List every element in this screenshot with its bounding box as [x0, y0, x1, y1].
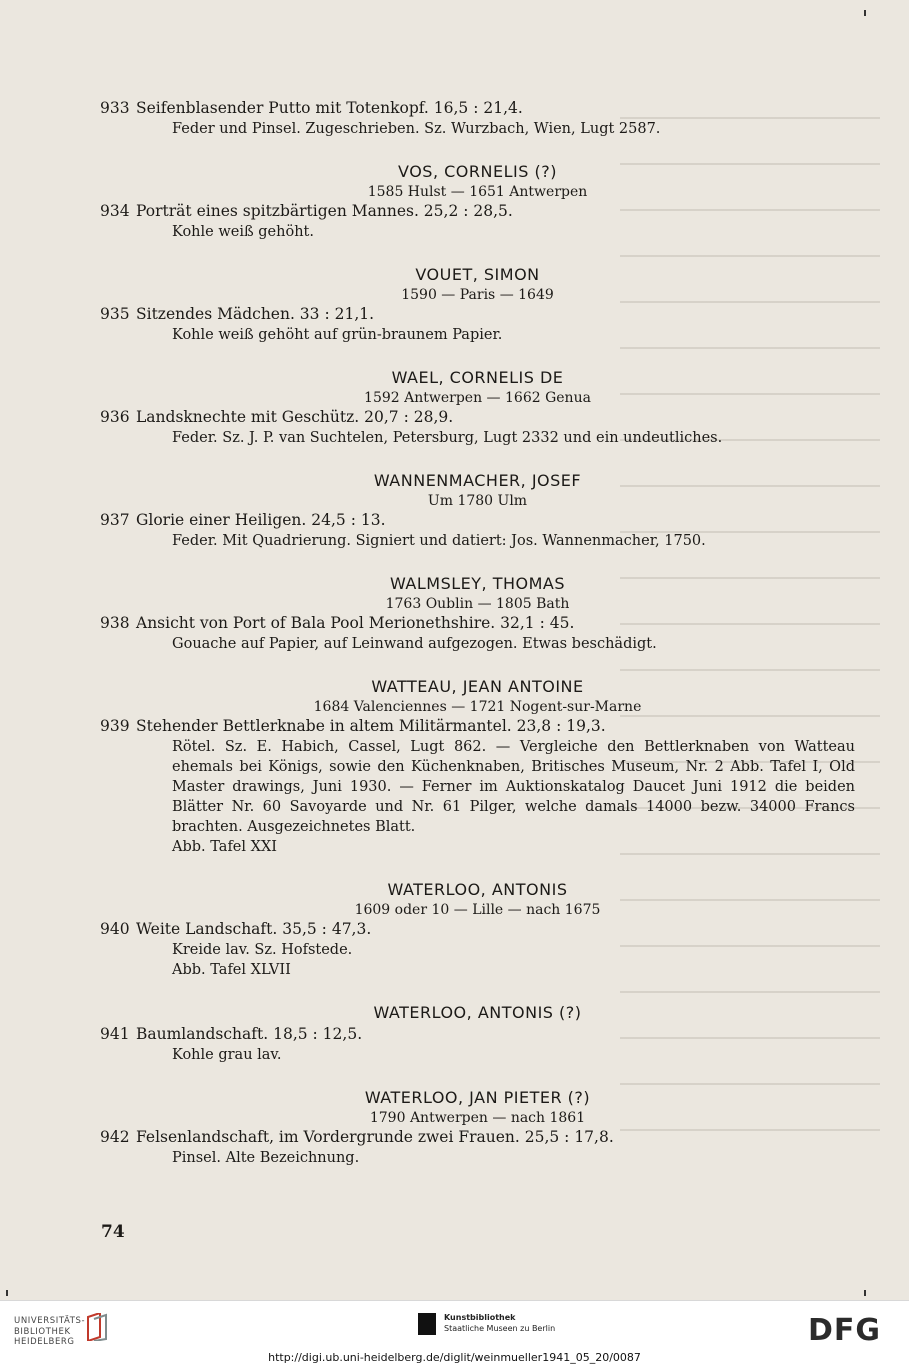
entry-number: 938: [100, 614, 130, 632]
catalog-entry: [100, 304, 855, 325]
entry-note: Abb. Tafel XLVII: [172, 962, 291, 978]
entry-number: 935: [100, 305, 130, 323]
page-number: 74: [101, 1222, 125, 1242]
entry-note: Kohle grau lav.: [172, 1047, 282, 1063]
artist-dates: 1592 Antwerpen — 1662 Genua: [364, 390, 591, 406]
entry-number: 942: [100, 1128, 130, 1146]
entry-note: Abb. Tafel XXI: [172, 839, 278, 855]
catalog-entry: [100, 716, 855, 737]
entry-title: Glorie einer Heiligen. 24,5 : 13.: [136, 511, 386, 529]
artist-heading: [100, 676, 855, 716]
artist-heading: [100, 879, 855, 919]
entry-title: Sitzendes Mädchen. 33 : 21,1.: [136, 305, 375, 323]
artist-heading: [100, 367, 855, 407]
artist-dates: 1684 Valenciennes — 1721 Nogent-sur-Marne: [313, 699, 642, 715]
entry-number: 934: [100, 202, 130, 220]
university-logo-line: BIBLIOTHEK: [14, 1326, 71, 1337]
university-library-logo[interactable]: [14, 1316, 85, 1348]
artist-name: WALMSLEY, THOMAS: [389, 574, 566, 593]
artist-dates: 1609 oder 10 — Lille — nach 1675: [354, 902, 601, 918]
entry-number: 940: [100, 920, 130, 938]
kunstbibliothek-label[interactable]: [444, 1312, 555, 1334]
scan-mark: [864, 10, 866, 16]
artist-heading: [100, 1087, 855, 1127]
artist-heading: [100, 161, 855, 201]
kunstbibliothek-name: Kunstbibliothek: [444, 1313, 516, 1322]
kunstbibliothek-logo-icon[interactable]: [418, 1313, 436, 1335]
artist-name: WATERLOO, ANTONIS: [387, 880, 568, 899]
entry-title: Porträt eines spitzbärtigen Mannes. 25,2 : 28,5.: [136, 202, 513, 220]
scan-mark: [6, 1290, 8, 1296]
entry-title: Weite Landschaft. 35,5 : 47,3.: [136, 920, 372, 938]
viewer-footer: [0, 1300, 909, 1366]
entry-number: 933: [100, 99, 130, 117]
entry-note: Feder. Sz. J. P. van Suchtelen, Petersburg, Lugt 2332 und ein undeutliches.: [172, 430, 723, 446]
entry-title: Baumlandschaft. 18,5 : 12,5.: [136, 1025, 363, 1043]
entry-note: Feder und Pinsel. Zugeschrieben. Sz. Wurzbach, Wien, Lugt 2587.: [172, 121, 661, 137]
kunstbibliothek-sub: Staatliche Museen zu Berlin: [444, 1324, 556, 1333]
artist-heading: [100, 573, 855, 613]
entry-note: Gouache auf Papier, auf Leinwand aufgezogen. Etwas beschädigt.: [172, 636, 657, 652]
scan-mark: [864, 1290, 866, 1296]
heidelberg-library-emblem-icon: [86, 1313, 108, 1341]
artist-dates: 1790 Antwerpen — nach 1861: [369, 1110, 586, 1126]
artist-name: WAEL, CORNELIS DE: [391, 368, 564, 387]
university-logo-line: HEIDELBERG: [14, 1337, 75, 1347]
entry-number: 936: [100, 408, 130, 426]
artist-dates: 1763 Oublin — 1805 Bath: [385, 596, 570, 612]
entry-number: 937: [100, 511, 130, 529]
artist-heading: [100, 264, 855, 304]
catalog-entry: [100, 1024, 855, 1045]
artist-heading: [100, 1002, 855, 1024]
entry-title: Stehender Bettlerknabe in altem Militärmantel. 23,8 : 19,3.: [136, 717, 606, 735]
entry-note: Kohle weiß gehöht auf grün-braunem Papier.: [172, 327, 503, 343]
entry-number: 939: [100, 717, 130, 735]
entry-title: Felsenlandschaft, im Vordergrunde zwei Frauen. 25,5 : 17,8.: [136, 1128, 614, 1146]
artist-name: WATTEAU, JEAN ANTOINE: [371, 677, 584, 696]
catalog-entry: [100, 1127, 855, 1148]
entry-note: Rötel. Sz. E. Habich, Cassel, Lugt 862. — Vergleiche den Bettlerknaben von Watteau ehemals bei Königs, sowie den Küchenknaben, Britisches Museum, Nr. 2 Abb. Tafel I, Old Master drawings, Juni 1930. — Ferner im Auktionskatalog Daucet Juni 1912 die beiden Blätter Nr. 60 Savoyarde und Nr. 61 Pilger, welche damals 14000 bezw. 34000 Francs brachten. Ausgezeichnetes Blatt.: [172, 739, 855, 835]
university-logo-line: UNIVERSITÄTS-: [14, 1316, 86, 1326]
artist-name: WANNENMACHER, JOSEF: [373, 471, 582, 490]
entry-note: Kohle weiß gehöht.: [172, 224, 314, 240]
dfg-logo-icon[interactable]: DFG: [808, 1313, 882, 1348]
artist-name: WATERLOO, JAN PIETER (?): [364, 1088, 591, 1107]
entry-number: 941: [100, 1025, 130, 1043]
catalog-entry: [100, 407, 855, 428]
entry-title: Landsknechte mit Geschütz. 20,7 : 28,9.: [136, 408, 454, 426]
artist-name: VOS, CORNELIS (?): [398, 162, 557, 181]
artist-dates: Um 1780 Ulm: [427, 493, 528, 509]
catalog-entry: [100, 201, 855, 222]
catalog-entry: [100, 98, 855, 119]
catalog-entry: [100, 510, 855, 531]
artist-dates: 1590 — Paris — 1649: [401, 287, 554, 303]
permalink-url[interactable]: http://digi.ub.uni-heidelberg.de/diglit/weinmueller1941_05_20/0087: [268, 1351, 641, 1364]
entry-note: Kreide lav. Sz. Hofstede.: [172, 942, 353, 958]
entry-title: Ansicht von Port of Bala Pool Merionethshire. 32,1 : 45.: [136, 614, 575, 632]
artist-heading: [100, 470, 855, 510]
entry-title: Seifenblasender Putto mit Totenkopf. 16,5 : 21,4.: [136, 99, 523, 117]
artist-name: WATERLOO, ANTONIS (?): [373, 1003, 582, 1022]
catalog-entry: [100, 613, 855, 634]
artist-dates: 1585 Hulst — 1651 Antwerpen: [367, 184, 588, 200]
artist-name: VOUET, SIMON: [415, 265, 540, 284]
catalog-content: [100, 98, 855, 1168]
catalog-entry: [100, 919, 855, 940]
entry-note: Feder. Mit Quadrierung. Signiert und datiert: Jos. Wannenmacher, 1750.: [172, 533, 706, 549]
entry-note: Pinsel. Alte Bezeichnung.: [172, 1150, 360, 1166]
